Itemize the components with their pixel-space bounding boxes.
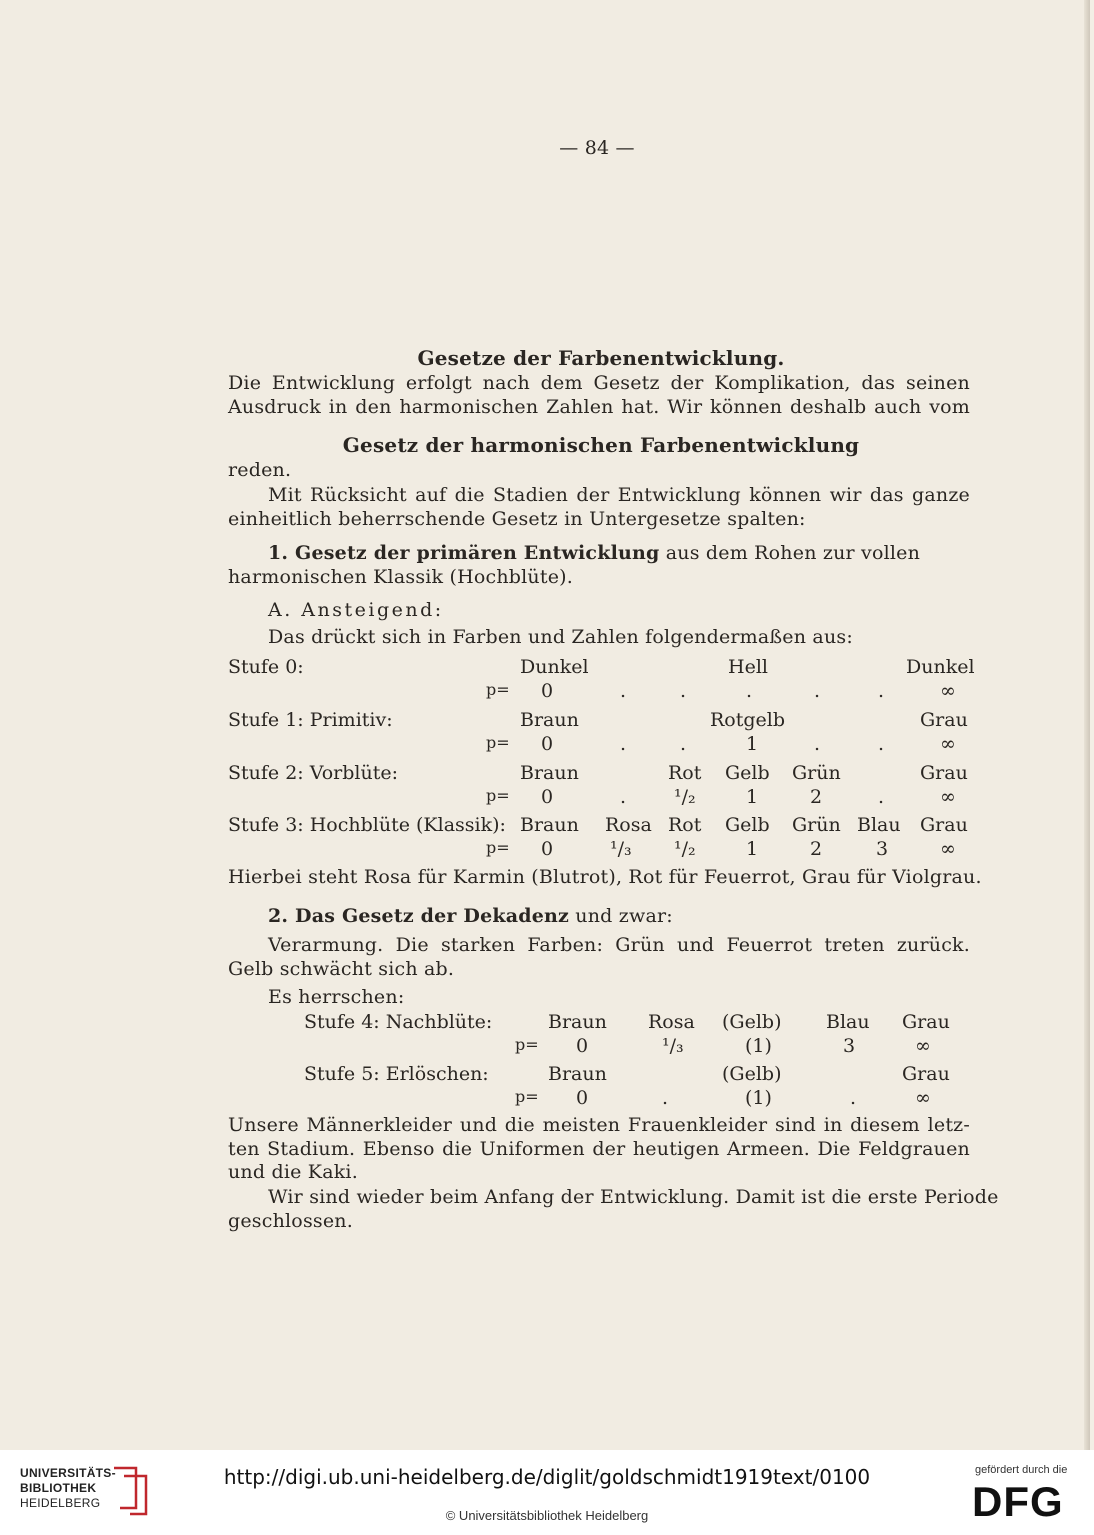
paragraph-line: und die Kaki. (228, 1161, 358, 1183)
table-cell: ¹/₃ (662, 1035, 684, 1057)
paragraph-line: reden. (228, 459, 292, 481)
table-cell: . (878, 680, 885, 702)
table-cell: (Gelb) (722, 1011, 782, 1033)
p-label: p= (486, 733, 510, 752)
p-label: p= (486, 680, 510, 699)
paragraph-line: einheitlich beherrschende Gesetz in Untergesetze spalten: (228, 508, 806, 530)
table-cell: Braun (520, 762, 579, 784)
stage-label: Stufe 2: Vorblüte: (228, 762, 398, 784)
table-cell: Grau (902, 1063, 950, 1085)
table-cell: (Gelb) (722, 1063, 782, 1085)
table-cell: 2 (810, 838, 823, 860)
p-label: p= (515, 1087, 539, 1106)
library-name-line: BIBLIOTHEK (20, 1481, 97, 1495)
table-cell: Blau (857, 814, 901, 836)
table-cell: Rot (668, 762, 702, 784)
permalink[interactable]: http://digi.ub.uni-heidelberg.de/diglit/goldschmidt1919text/0100 (223, 1465, 871, 1489)
table-cell: Grau (920, 762, 968, 784)
table-cell: ∞ (915, 1087, 931, 1109)
table-cell: Gelb (725, 762, 770, 784)
table-cell: . (878, 733, 885, 755)
table-cell: ∞ (915, 1035, 931, 1057)
table-cell: . (850, 1087, 857, 1109)
table-cell: (1) (745, 1035, 772, 1057)
funded-by-label: gefördert durch die (975, 1464, 1068, 1476)
table-cell: 0 (541, 838, 554, 860)
table-cell: 0 (576, 1035, 589, 1057)
table-cell: Grau (920, 814, 968, 836)
table-cell: Rotgelb (710, 709, 786, 731)
table-cell: . (814, 680, 821, 702)
p-label: p= (486, 786, 510, 805)
p-label: p= (486, 838, 510, 857)
table-cell: . (680, 733, 687, 755)
stage-label: Stufe 5: Erlöschen: (304, 1063, 489, 1085)
table-cell: Braun (520, 814, 579, 836)
law-1-rest: aus dem Rohen zur vollen (665, 542, 921, 564)
table-cell: ¹/₂ (674, 786, 696, 808)
page-edge (1084, 0, 1090, 1450)
table-cell: Braun (548, 1063, 607, 1085)
stage-label: Stufe 1: Primitiv: (228, 709, 393, 731)
table-cell: 1 (746, 838, 759, 860)
footer-bar (0, 1450, 1094, 1535)
table-cell: Gelb (725, 814, 770, 836)
law-1-line (268, 542, 920, 564)
dfg-logo: DFG (972, 1478, 1064, 1525)
table-cell: 1 (746, 733, 759, 755)
table-cell: ∞ (940, 786, 956, 808)
table-cell: . (814, 733, 821, 755)
table-cell: 0 (541, 733, 554, 755)
table-cell: Blau (826, 1011, 870, 1033)
table-cell: ∞ (940, 680, 956, 702)
law-heading: Gesetz der harmonischen Farbenentwicklung (342, 433, 860, 457)
paragraph-line: geschlossen. (228, 1210, 353, 1232)
paragraph-line: Gelb schwächt sich ab. (228, 958, 455, 980)
table-cell: Braun (548, 1011, 607, 1033)
table-cell: . (620, 786, 627, 808)
table-cell: . (620, 680, 627, 702)
table-cell: Dunkel (520, 656, 589, 678)
subheading-ascending: A. Ansteigend: (268, 599, 444, 621)
copyright-notice: © Universitätsbibliothek Heidelberg (445, 1508, 649, 1523)
table-cell: 3 (876, 838, 889, 860)
table-cell: . (680, 680, 687, 702)
library-name-line: HEIDELBERG (20, 1496, 101, 1510)
table-cell: 0 (541, 786, 554, 808)
stage-label: Stufe 3: Hochblüte (Klassik): (228, 814, 506, 836)
paragraph-line: Wir sind wieder beim Anfang der Entwicklung. Damit ist die erste Periode (268, 1186, 999, 1208)
p-label: p= (515, 1035, 539, 1054)
table-cell: Hell (728, 656, 768, 678)
table-cell: . (620, 733, 627, 755)
table-cell: Braun (520, 709, 579, 731)
paragraph-line: Es herrschen: (268, 986, 405, 1008)
table-cell: ¹/₂ (674, 838, 696, 860)
table-cell: Rosa (605, 814, 652, 836)
law-1-title: 1. Gesetz der primären Entwicklung (268, 542, 660, 564)
table-cell: . (746, 680, 753, 702)
table-cell: 0 (576, 1087, 589, 1109)
paragraph-line: Die Entwicklung erfolgt nach dem Gesetz der Komplikation, das seinen (228, 372, 970, 394)
table-cell: 1 (746, 786, 759, 808)
table-cell: 2 (810, 786, 823, 808)
table-cell: Rot (668, 814, 702, 836)
law-2-line (268, 905, 673, 927)
paragraph-line: Verarmung. Die starken Farben: Grün und Feuerrot treten zurück. (268, 934, 970, 956)
library-name-line: UNIVERSITÄTS- (20, 1466, 116, 1480)
table-cell: Dunkel (906, 656, 975, 678)
page-number: — 84 — (559, 137, 635, 159)
table-cell: . (878, 786, 885, 808)
law-2-rest: und zwar: (575, 905, 673, 927)
paragraph-line: Hierbei steht Rosa für Karmin (Blutrot), Rot für Feuerrot, Grau für Violgrau. (228, 866, 982, 888)
paragraph-line: Unsere Männerkleider und die meisten Frauenkleider sind in diesem letz- (228, 1114, 970, 1136)
stage-label: Stufe 0: (228, 656, 304, 678)
table-cell: Rosa (648, 1011, 695, 1033)
table-cell: 0 (541, 680, 554, 702)
table-cell: Grün (792, 814, 841, 836)
paragraph-line: Mit Rücksicht auf die Stadien der Entwicklung können wir das ganze (268, 484, 970, 506)
table-cell: Grau (902, 1011, 950, 1033)
paragraph-line: harmonischen Klassik (Hochblüte). (228, 566, 574, 588)
table-cell: ∞ (940, 733, 956, 755)
law-2-title: 2. Das Gesetz der Dekadenz (268, 905, 570, 927)
table-cell: (1) (745, 1087, 772, 1109)
paragraph-line: Ausdruck in den harmonischen Zahlen hat. Wir können deshalb auch vom (228, 396, 970, 418)
table-cell: Grau (920, 709, 968, 731)
table-cell: Grün (792, 762, 841, 784)
section-title: Gesetze der Farbenentwicklung. (417, 346, 785, 370)
table-cell: 3 (843, 1035, 856, 1057)
paragraph-line: Das drückt sich in Farben und Zahlen folgendermaßen aus: (268, 626, 853, 648)
table-cell: . (662, 1087, 669, 1109)
stage-label: Stufe 4: Nachblüte: (304, 1011, 493, 1033)
paragraph-line: ten Stadium. Ebenso die Uniformen der heutigen Armeen. Die Feldgrauen (228, 1138, 970, 1160)
table-cell: ¹/₃ (610, 838, 632, 860)
table-cell: ∞ (940, 838, 956, 860)
